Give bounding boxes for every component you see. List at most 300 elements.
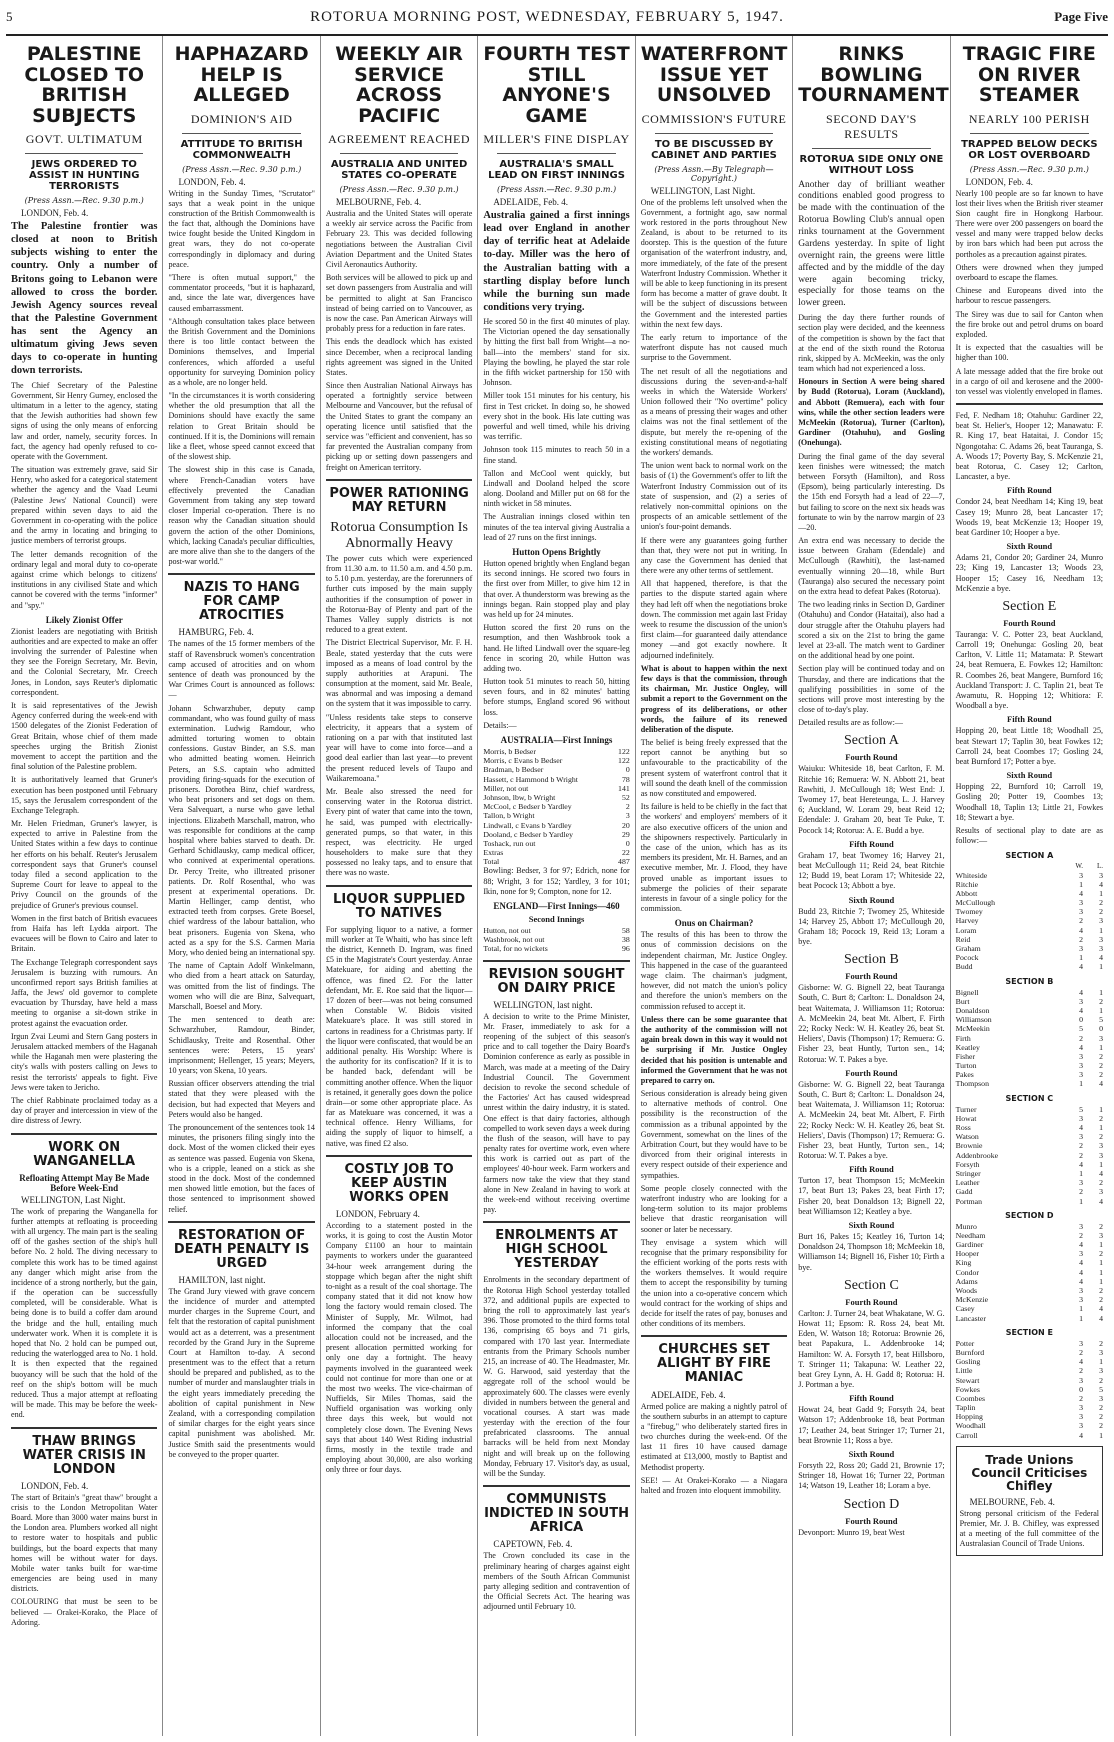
scorecard-row <box>483 784 629 793</box>
scorecard-total <box>483 944 629 953</box>
wins: 3 <box>1079 907 1084 917</box>
standings-row <box>956 997 1103 1006</box>
losses: 2 <box>1099 1132 1104 1142</box>
wins: 3 <box>1079 944 1084 954</box>
article-paragraph: Details:— <box>483 720 517 730</box>
article-paragraph: He scored 50 in the first 40 minutes of play. The Victorian opened the day sensationally by hitting the first ball from Wright—a no-ball—into the members' stand for six. Playing the bowling, he played the star role in the fifth wicket partnership for 150 with Johnson. <box>483 317 630 388</box>
article-headline: NAZIS TO HANG FOR CAMP ATROCITIES <box>183 580 300 624</box>
wins: 4 <box>1079 1159 1084 1169</box>
wins: 3 <box>1079 1113 1084 1123</box>
article-paragraph: Others were drowned when they jumped overboard to escape the flames. <box>955 262 1104 283</box>
article-paragraph: The Exchange Telegraph correspondent says Jerusalem is buzzing with rumours. An unconfirmed report says British families at Jaffa, the Jews' old governor to complete evacuation by Thursday, have held a mass meeting to organise a sit-down strike in protest against the evacuation order. <box>11 957 158 1028</box>
standings-row <box>956 1178 1103 1187</box>
section-heading: Section D <box>843 1496 900 1512</box>
losses: 2 <box>1099 1061 1104 1071</box>
rink-skip: McMeekin <box>955 1024 990 1034</box>
standings-row <box>956 1169 1103 1178</box>
losses: 2 <box>1099 1221 1104 1231</box>
runs: 122 <box>618 756 630 766</box>
results-paragraph: Adams 21, Condor 20; Gardiner 24, Munro 23; King 19, Lancaster 13; Woods 23, Hooper 15; Casey 16, Needham 13; McKenzie a bye. <box>955 553 1104 593</box>
article-paragraph: The slowest ship in this case is Canada, where French-Canadian voters have effectively prevented the Canadian Government from taking any step toward closer Imperial co-operation. There is no reason why the Canadian situation should govern the action of the other Dominions, which, lacking Canada's peculiar difficulties, are more alive than she to the dangers of the post-war world." <box>168 465 315 567</box>
article-headline: THAW BRINGS WATER CRISIS IN LONDON <box>22 1433 146 1477</box>
losses: 3 <box>1099 1150 1104 1160</box>
article-paragraph: The power cuts which were experienced from 11.30 a.m. to 11.50 a.m. and 4.50 p.m. to 5.10 p.m. yesterday, are the forerunners of further cuts imposed by the main supply authorities if the consumption of power in the Rotorua-Bay of Plenty and part of the Thames Valley supply districts is not reduced to a great extent. <box>325 553 473 635</box>
article-paragraph: The early return to importance of the waterfront dispute has not caused much surprise to the Government. <box>640 332 788 363</box>
results-paragraph: Hopping 22, Burnford 10; Carroll 19, Gosling 20; Potter 19, Coombes 13; Woodhall 18, Taplin 13; Little 21, Fowkes 18; Stewart a bye. <box>955 782 1104 822</box>
standings-row <box>956 1079 1103 1088</box>
dateline: WELLINGTON, Last Night. <box>650 185 756 196</box>
article-paragraph: An extra end was necessary to decide the issue between Graham (Edendale) and McCullough (Rawhiti), the last-named eventually winning 20—18, while Burt (Tauranga) also secured the necessary point on the extra head to defeat Pakes (Rotorua). <box>798 536 945 597</box>
rink-skip: Williamson <box>955 1015 992 1025</box>
divider <box>483 960 629 962</box>
article-headline: WATERFRONT ISSUE YET UNSOLVED <box>640 43 788 107</box>
standings-row <box>956 916 1103 925</box>
divider <box>641 1335 787 1337</box>
results-paragraph: Forsyth 22, Ross 20; Gadd 21, Brownie 17; Stringer 18, Howat 16; Turner 22, Portman 14; Watson 19, Leather 18; Loram a bye. <box>798 1461 945 1491</box>
article-paragraph: Australia and the United States will operate a weekly air service across the Pacific from February 23. This was decided following negotiations between the Australian Civil Aviation Department and the United States Civil Aeronautics Authority. <box>325 209 473 269</box>
standings-row <box>956 889 1103 898</box>
scorecard-title: AUSTRALIA—First Innings <box>500 735 613 745</box>
wins: 3 <box>1079 996 1084 1006</box>
rink-skip: Thompson <box>955 1079 989 1089</box>
standings-row <box>956 1151 1103 1160</box>
rink-skip: Reid <box>955 934 971 944</box>
article-deck: AGREEMENT REACHED <box>328 132 471 147</box>
rink-skip: Woodhall <box>955 1421 986 1431</box>
losses: 1 <box>1099 1005 1104 1015</box>
standings-row <box>956 935 1103 944</box>
standings-row <box>956 1286 1103 1295</box>
runs: 20 <box>621 820 630 830</box>
rink-skip: Turton <box>955 1061 977 1071</box>
wins: 4 <box>1079 1276 1084 1286</box>
article-paragraph: The chief Rabbinate proclaimed today as a day of prayer and intercession in view of the dire distress of Jewry. <box>11 1095 158 1126</box>
article-paragraph: Armed police are making a nightly patrol of the southern suburbs in an attempt to capture a "firebug," who deliberately started fires in two churches during the week-end. Of the last 11 fires 10 have caused damage estimated at £13,000, mostly to Baptist and Methodist property. <box>640 1401 788 1472</box>
standings-section <box>956 1105 1103 1206</box>
dateline: WELLINGTON, Last Night. <box>21 1194 126 1205</box>
article-deck: NEARLY 100 PERISH <box>968 111 1090 126</box>
losses: 3 <box>1099 1033 1104 1043</box>
rink-skip: Gardiner <box>955 1240 984 1250</box>
standings-row <box>956 1034 1103 1043</box>
wins: 3 <box>1079 1178 1084 1188</box>
losses: 3 <box>1099 870 1104 880</box>
runs: 0 <box>625 838 630 848</box>
wins: 3 <box>1079 898 1084 908</box>
column-2 <box>163 36 320 1736</box>
dateline: ADELAIDE, Feb. 4. <box>650 1389 726 1400</box>
divider <box>11 1133 157 1135</box>
article-paragraph: "Unless residents take steps to conserve electricity, it appears that a system of rationing on a par with that instituted last year will have to come into force—and a good deal earlier than last year—to prevent the present reduced levels of Taupo and Waikaremoana." <box>325 712 473 783</box>
divider <box>25 153 143 154</box>
total-value: 487 <box>618 857 630 867</box>
article-paragraph: One of the problems left unsolved when the Government, a fortnight ago, saw normal work restored in the ports throughout New Zealand, is about to be returned to its doorstep. This is the question of the future organisation of the waterfront industry, and, more immediately, of the fate of the present Waterfront Industry Commission. Whether it will be able to keep functioning in its present form has become a matter of grave doubt. It will be the subject of discussions between the Government and the interested parties within the next few days. <box>640 197 788 329</box>
article-subhead: TO BE DISCUSSED BY CABINET AND PARTIES <box>651 138 777 161</box>
dateline: LONDON, February 4. <box>335 1208 420 1219</box>
batsman-name: Morris, b Bedser <box>483 747 536 756</box>
article-paragraph: Unless there can be some guarantee that the authority of the commission will not again break down in this way it would not be surprising if Mr. Justice Ongley decided that his position is untenable and informed the Government that he was not prepared to carry on. <box>640 1014 788 1085</box>
scorecard-row <box>483 839 629 848</box>
runs: 141 <box>618 783 630 793</box>
divider <box>970 133 1089 134</box>
article-paragraph: The Chief Secretary of the Palestine Government, Sir Henry Gurney, enclosed the ultimatum in a letter to the agency, stating that the Jewish authorities had shown few signs of using the only means of enforcing law and order, namely, security forces. In fact, the agency had openly refused to co-operate with the Government. <box>11 380 158 461</box>
runs: 0 <box>625 765 630 775</box>
losses: 1 <box>1099 888 1104 898</box>
results-paragraph: Waiuku: Whiteside 18, beat Carlton, F. M. Ritchie 16; Remuera: W. N. Abbott 21, beat Rawhiti, J. McCullough 18; West End: J. Twomey 17, beat Hereteunga, L. J. Harvey 6; Auckland, W. Loram 29, beat Reid 12; Edendale: J. Graham 20, beat Te Puke, T. Pocock 14; Rotorua: A. E. Budd a bye. <box>798 764 945 835</box>
wins: 4 <box>1079 1267 1084 1277</box>
round-heading: Fifth Round <box>849 1393 894 1404</box>
rink-skip: Coombes <box>955 1393 986 1403</box>
rink-skip: Condor <box>955 1267 980 1277</box>
article-paragraph: Writing in the Sunday Times, "Scrutator" says that a weak point in the unique construction of the British Commonwealth is the fact that, although the Dominions have twice fought beside the United Kingdom in great wars, they do not co-operate correspondingly in diplomacy and during peace. <box>168 188 315 269</box>
article-paragraph: Tallon and McCool went quickly, but Lindwall and Dooland helped the score along. Dooland and Miller put on 68 for the ninth wicket in 58 minutes. <box>483 468 630 509</box>
section-heading: Section A <box>843 733 899 749</box>
batsman-name: Johnson, lbw, b Wright <box>483 792 556 802</box>
wins: 3 <box>1079 1132 1084 1142</box>
wins: 3 <box>1079 1286 1084 1296</box>
scorecard-row <box>483 775 629 784</box>
total-label: Total, for no wickets <box>483 944 548 954</box>
rink-skip: Keatley <box>955 1042 980 1052</box>
wins: 2 <box>1079 1393 1084 1403</box>
rink-skip: Howat <box>955 1113 977 1123</box>
standings-row <box>956 1431 1103 1440</box>
batsman-name: Toshack, run out <box>483 838 536 848</box>
divider <box>182 133 300 134</box>
dateline: WELLINGTON, last night. <box>493 999 593 1010</box>
wins: 1 <box>1079 1304 1084 1314</box>
losses: 3 <box>1099 1347 1104 1357</box>
losses: 1 <box>1099 1240 1104 1250</box>
standings-row <box>956 1412 1103 1421</box>
losses: 2 <box>1099 1286 1104 1296</box>
article-headline: Trade Unions Council Criticises Chifley <box>971 1452 1088 1493</box>
rink-skip: Forsyth <box>955 1159 980 1169</box>
article-lead: Australia gained a first innings lead over England in another day of terrific heat at Adelaide to-day. Miller was the hero of the Australian batting with a startling display before lunch while the burning sun made conditions very trying. <box>483 210 630 313</box>
batsman-name: Morris, c Evans b Bedser <box>483 756 563 766</box>
standings-section-title: SECTION C <box>1005 1093 1054 1103</box>
article-paragraph: The belief is being freely expressed that the report cannot be anything but so unfavourable to the practicability of the present system of waterfront control that it will sound the death knell of the commission as now constituted and empowered. <box>640 738 788 799</box>
wins-header: W. <box>1075 862 1084 871</box>
results-paragraph: Graham 17, beat Twomey 16; Harvey 21, beat McCullough 11; Reid 24, beat Ritchie 12; Budd 19, beat Loram 17; Whiteside 22, beat Pocock 13; Abbott a bye. <box>798 850 945 891</box>
losses: 4 <box>1099 1079 1104 1089</box>
total-value: 96 <box>621 944 630 954</box>
results-paragraph: Devonport: Munro 19, beat West <box>798 1527 905 1537</box>
losses: 2 <box>1099 907 1104 917</box>
article-paragraph: According to a statement posted in the works, it is going to cost the Austin Motor Company £1100 an hour to maintain payments to workers under the guaranteed 34-hour week arrangement during the stoppage which began after the night shift to-night as a result of the coal shortage. The company stated that it did not know how long the factory would remain closed. The Minister of Supply, Mr. Wilmot, had informed the company that the coal allocation could not be increased, and the present allocation permitted working for only one day a fortnight. The heavy payments involved in the guaranteed week could not continue for more than one or at the most two weeks. The vice-chairman of Nuffields, Sir Miles Thomas, said the Nuffield organisation was working only three days this week, but would not completely close down. The Evening News says that about 140 West Riding industrial firms, mostly in the textile trade and employing about 30,000, are also working only three or four days. <box>325 1220 473 1475</box>
article-paragraph: The letter demands recognition of the ordinary legal and moral duty to co-operate against crime which belongs to citizens' institutions in any civilised State and which cannot be covered with the terms "informer" and "spy." <box>11 549 158 610</box>
article-paragraph: Since then Australian National Airways has operated a fortnightly service between Melbourne and Vancouver, but the refusal of the United States to grant the company an operating licence until satisfied that the service was "efficient and convenient, has so far prevented the Australian company from picking up or setting down passengers and freight on American territory. <box>325 381 473 472</box>
losses: 4 <box>1099 1196 1104 1206</box>
wins: 3 <box>1079 1061 1084 1071</box>
round-heading: Fifth Round <box>849 1164 894 1175</box>
article-deck: DOMINION'S AID <box>190 111 293 126</box>
batsman-name: Miller, not out <box>483 783 529 793</box>
rink-skip: Loram <box>955 925 977 935</box>
rink-skip: Portman <box>955 1196 983 1206</box>
standings-row <box>956 1249 1103 1258</box>
round-heading: Fourth Round <box>1003 617 1056 628</box>
standings-row <box>956 1015 1103 1024</box>
rink-skip: Budd <box>955 962 973 972</box>
losses: 2 <box>1099 1178 1104 1188</box>
losses: 2 <box>1099 1113 1104 1123</box>
article-paragraph: It is expected that the casualties will be higher than 100. <box>955 343 1104 363</box>
scorecard-total <box>483 857 629 866</box>
runs: 52 <box>621 792 630 802</box>
article-paragraph: The two leading rinks in Section D, Gardiner (Otahuhu) and Condor (Hataitai), also had a dour struggle after the Otahuhu players had scored a six on the 21st to bring the game level at 23-all. The match went to Gardiner on the additional head by one point. <box>798 600 945 661</box>
results-paragraph: Hopping 20, beat Little 18; Woodhall 25, beat Stewart 17; Taplin 30, beat Fowkes 12; Carroll 24, beat Coombes 17; Gosling 24, beat Burnford 17; Potter a bye. <box>955 726 1104 766</box>
rink-skip: Hopping <box>955 1412 983 1422</box>
article-paragraph: Some people closely connected with the waterfront industry who are looking for a long-term solution to its major problems believe that drastic reorganisation will sooner or later be necessary. <box>640 1183 788 1234</box>
losses: 2 <box>1099 898 1104 908</box>
batsman-name: Tallon, b Wright <box>483 811 535 821</box>
wins: 2 <box>1079 1187 1084 1197</box>
losses: 3 <box>1099 1366 1104 1376</box>
standings-section-title: SECTION D <box>1005 1210 1054 1220</box>
press-credit: (Press Assn.—Rec. 9.30 p.m.) <box>496 185 617 195</box>
standings-row <box>956 953 1103 962</box>
article-subhead: AUSTRALIA AND UNITED STATES CO-OPERATE <box>330 159 468 182</box>
page-number: 5 <box>6 9 13 24</box>
standings-table <box>956 851 1103 1440</box>
article-subhead: TRAPPED BELOW DECKS OR LOST OVERBOARD <box>961 138 1098 161</box>
column-3 <box>321 36 478 1736</box>
article-headline: FOURTH TEST STILL ANYONE'S GAME <box>483 43 630 127</box>
columns <box>6 36 1108 1736</box>
article-paragraph: A late message added that the fire broke out in a cargo of oil and kerosene and the 2000-ton vessel was violently enveloped in flames. <box>955 366 1104 396</box>
rink-skip: Gosling <box>955 1357 981 1367</box>
wins: 3 <box>1079 1070 1084 1080</box>
article-paragraph: The start of Britain's "great thaw" brought a crisis to the London Metropolitan Water Board. More than 3000 water mains burst in the London area. Plumbers worked all night to restore water to hospitals and public buildings, but the board expects that many homes will be without water for days. Mobile water tanks built for war-time emergencies are being used in many districts. <box>11 1492 158 1594</box>
article-headline: ENROLMENTS AT HIGH SCHOOL YESTERDAY <box>495 1228 618 1272</box>
rink-skip: Bignell <box>955 987 979 997</box>
press-credit: (Press Assn.—Rec. 9.30 p.m.) <box>24 196 144 206</box>
standings-row <box>956 1394 1103 1403</box>
standings-row <box>956 1314 1103 1323</box>
scorecard-row <box>483 830 629 839</box>
standings-row <box>956 944 1103 953</box>
wins: 1 <box>1079 1313 1084 1323</box>
losses-header: L. <box>1097 862 1104 871</box>
article-paragraph: Women in the first batch of British evacuees from Haifa has left Lydda airport. The evacuees will be flown to Cairo and later to Britain. <box>11 913 158 954</box>
article-paragraph: The names of the 15 former members of the staff of Ravensbruck women's concentration camp accused of atrocities and on whom sentence of death was pronounced by the War Crimes Court is announced as follows:— <box>168 639 315 700</box>
wins: 4 <box>1079 1042 1084 1052</box>
standings-section-title: SECTION E <box>1005 1327 1053 1337</box>
standings-row <box>956 1258 1103 1267</box>
losses: 5 <box>1099 1384 1104 1394</box>
standings-row <box>956 1385 1103 1394</box>
rink-skip: Abbott <box>955 888 978 898</box>
wins: 3 <box>1079 1375 1084 1385</box>
standings-row <box>956 1304 1103 1313</box>
article-headline: PALESTINE CLOSED TO BRITISH SUBJECTS <box>24 43 145 127</box>
paper-title: ROTORUA MORNING POST, WEDNESDAY, FEBRUARY 5, 1947. <box>310 8 784 25</box>
article-headline: REVISION SOUGHT ON DAIRY PRICE <box>488 966 625 996</box>
round-heading: Fifth Round <box>849 838 894 849</box>
divider <box>497 153 615 154</box>
standings-row <box>956 1123 1103 1132</box>
standings-row <box>956 1339 1103 1348</box>
standings-row <box>956 1357 1103 1366</box>
dateline: ADELAIDE, Feb. 4. <box>493 197 569 208</box>
rink-skip: Woods <box>955 1286 978 1296</box>
article-paragraph: Zionist leaders are negotiating with British authorities and are expected to make an offer involving the surrender of Palestine when they see the Foreign Secretary, Mr. Bevin, and the Colonial Secretary, Mr. Creech Jones, in London, says Reuter's diplomatic correspondent. <box>11 626 158 697</box>
rink-skip: Adams <box>955 1276 978 1286</box>
article-paragraph: Enrolments in the secondary department of the Rotorua High School yesterday totalled 372, and additional pupils are expected to bring the roll to approximately last year's 396. Those promoted to the third forms total 136, comprising 65 boys and 71 girls, compared with 170 last year. Intermediate entrants from the Primary Schools number 215, an increase of 40. The Headmaster, Mr. W. G. Harwood, said yesterday that the aggregate roll of the school would be approximately 600. The classes were evenly divided in numbers between the general and vocational courses. A start was made yesterday with the erection of the four prefabricated classrooms. The annual barracks will be held from next Monday night and will break up on the following Monday, February 17. Visitor's day, as usual, will be the Sunday. <box>483 1275 630 1479</box>
scorecard-row <box>483 802 629 811</box>
wins: 2 <box>1079 934 1084 944</box>
article-paragraph: The net result of all the negotiations and discussions during the seven-and-a-half weeks in which the Waterside Workers' Union followed their "No overtime" policy as a means of pressing their wages and other claims was not the final settlement of the dispute, but merely the re-opening of the existing constitutional means of negotiating the workers' demands. <box>640 366 788 458</box>
losses: 3 <box>1099 1230 1104 1240</box>
wins: 2 <box>1079 916 1084 926</box>
wins: 2 <box>1079 1230 1084 1240</box>
article-paragraph: Mr. Helen Friedman, Gruner's lawyer, is expected to arrive in Palestine from the United States within a few days to continue her efforts on his behalf. Reuter's Jerusalem correspondent says that Gruner's counsel today filed a second application to the Supreme Court for leave to appeal to the Privy Council on the grounds of the prejudice of Gruner's previous counsel. <box>11 819 158 910</box>
standings-row <box>956 1231 1103 1240</box>
round-heading: Sixth Round <box>848 894 895 905</box>
wins: 3 <box>1079 1421 1084 1431</box>
article-paragraph: Hutton took 51 minutes to reach 50, hitting seven fours, and in 82 minutes' batting before stumps, England scored 96 without loss. <box>483 677 630 717</box>
wins: 4 <box>1079 962 1084 972</box>
standings-row <box>956 1421 1103 1430</box>
batsman-name: McCool, c Bedser b Yardley <box>483 802 572 812</box>
losses: 3 <box>1099 934 1104 944</box>
rink-skip: Casey <box>955 1304 975 1314</box>
article-paragraph: Nearly 100 people are so far known to have lost their lives when the British river steamer Sion caught fire in Hongkong Harbour. There were over 200 passengers on board the vessel and many were trapped below decks by iron bars which had been put across the portholes as a precaution against pirates. <box>955 188 1104 259</box>
article-headline: LIQUOR SUPPLIED TO NATIVES <box>333 891 466 921</box>
article-headline: COSTLY JOB TO KEEP AUSTIN WORKS OPEN <box>344 1161 454 1205</box>
dateline: HAMILTON, last night. <box>178 1274 266 1285</box>
wins: 4 <box>1079 888 1084 898</box>
standings-row <box>956 1070 1103 1079</box>
wins: 4 <box>1079 1240 1084 1250</box>
rink-skip: Potter <box>955 1338 975 1348</box>
dateline: LONDON, Feb. 4. <box>21 1480 89 1491</box>
losses: 1 <box>1099 1159 1104 1169</box>
article-subhead: JEWS ORDERED TO ASSIST IN HUNTING TERRORISTS <box>28 159 140 193</box>
wins: 4 <box>1079 1430 1084 1440</box>
dateline: MELBOURNE, Feb. 4. <box>335 197 422 208</box>
standings-section-title: SECTION A <box>1005 851 1054 861</box>
wins: 2 <box>1079 1141 1084 1151</box>
article-paragraph: Johann Schwarzhuber, deputy camp commandant, who was found guilty of mass extermination. Ludwig Ramdour, who admitted torturing women to obtain confessions. Gustav Binder, an S.S. man who admitted beating women. Heinrich Peters, an S.S. captain who admitted providing firing-squads for the execution of prisoners. Dorothea Binz, chief wardress, who beat prisoners and set dogs on them. Vera Salvequart, a nurse who gave lethal injections. Elizabeth Marschall, matron, who was responsible for conditions at the camp hospital where babies starved to death. Dr. Gerhard Schidlausky, camp medical officer, who connived at experimental operations. Dr. Percy Treite, who illtreated prisoner patients. Dr. Rolf Rosenthal, who was present at experimental operations. Dr. Martin Hellinger, camp dentist, who extracted teeth from corpses. Grete Boesel, chief wardress of the labour battalion, who beat prisoners. Eugenia von Skena, who acted as a spy for the S.S. Carmen Maria Mory, who denied being an international spy. <box>168 703 315 958</box>
runs: 78 <box>621 774 630 784</box>
dateline: CAPETOWN, Feb. 4. <box>493 1539 573 1550</box>
losses: 4 <box>1099 879 1104 889</box>
standings-row <box>956 926 1103 935</box>
rink-skip: Brownie <box>955 1141 983 1151</box>
wins: 1 <box>1079 953 1084 963</box>
standings-row <box>956 1222 1103 1231</box>
losses: 1 <box>1099 962 1104 972</box>
article-paragraph: Both services will be allowed to pick up and set down passengers from Australia and will be permitted to alight at San Francisco instead of being carried on to Vancouver, as is now the case. Pan American Airways will probably press for a reduction in fare rates. <box>325 273 473 334</box>
losses: 1 <box>1099 1276 1104 1286</box>
rink-skip: Ross <box>955 1123 971 1133</box>
standings-row <box>956 907 1103 916</box>
standings-row <box>956 1043 1103 1052</box>
rink-skip: Stewart <box>955 1375 980 1385</box>
article-paragraph: Johnson took 115 minutes to reach 50 in a fine stand. <box>483 445 630 465</box>
dateline: LONDON, Feb. 4. <box>965 176 1033 187</box>
dateline: HAMBURG, Feb. 4. <box>178 627 254 638</box>
wins: 3 <box>1079 1338 1084 1348</box>
article-paragraph: Honours in Section A were being shared by Budd (Rotorua), Loram (Auckland), and Abbott (Remuera), each with four wins, while the other section leaders were McMeekin (Rotorua), Turner (Carlton), Gardiner (Otahuhu), and Gosling (Onehunga). <box>798 377 945 448</box>
divider <box>326 479 472 481</box>
column-4 <box>478 36 635 1736</box>
article-paragraph: Results of sectional play to date are as follow:— <box>955 825 1104 846</box>
standings-row <box>956 1197 1103 1206</box>
standings-row <box>956 1141 1103 1150</box>
losses: 4 <box>1099 1313 1104 1323</box>
scorecard-england <box>483 926 629 944</box>
standings-row <box>956 1114 1103 1123</box>
article-deck: GOVT. ULTIMATUM <box>25 132 143 147</box>
losses: 3 <box>1099 916 1104 926</box>
results-paragraph: Howat 24, beat Gadd 9; Forsyth 24, beat Watson 17; Addenbrooke 18, beat Portman 17; Leather 24, beat Stringer 17; Turner 21, beat Brownie 11; Ross a bye. <box>798 1405 945 1445</box>
divider <box>655 133 773 134</box>
scorecard-australia <box>483 747 629 857</box>
losses: 1 <box>1099 1104 1104 1114</box>
standings-row <box>956 898 1103 907</box>
losses: 3 <box>1099 1187 1104 1197</box>
rink-skip: Pakes <box>955 1070 974 1080</box>
standings-row <box>956 1348 1103 1357</box>
standings-row <box>956 1006 1103 1015</box>
round-heading: Sixth Round <box>1006 541 1053 552</box>
standings-section <box>956 862 1103 971</box>
losses: 2 <box>1099 1051 1104 1061</box>
article-paragraph: The situation was extremely grave, said Sir Henry, who asked for a categorical statement whether the agency and the Vaad Leumi (Palestine Jews' National Council) were prepared within seven days to aid the Government in co-operating with the police and the army in locating and bringing to justice members of terrorist groups. <box>11 465 158 546</box>
rink-skip: Addenbrooke <box>955 1150 999 1160</box>
losses: 2 <box>1099 1375 1104 1385</box>
article-paragraph: Hutton scored the first 20 runs on the resumption, and then Washbrook took a hand. He lifted Lindwall over the square-leg fence in scoring 20, while Hutton was adding two. <box>483 623 630 673</box>
article-paragraph: The District Electrical Supervisor, Mr. F. H. Beale, stated yesterday that the cuts were imposed as a means of load control by the supply authorities at Arapuni. The consumption at the moment, said Mr. Beale, was abnormal and was imposing a demand on the system that it was impossible to carry. <box>325 638 473 709</box>
rink-skip: Burt <box>955 996 970 1006</box>
rink-skip: Needham <box>955 1230 986 1240</box>
standings-row <box>956 1268 1103 1277</box>
article-paragraph: If there were any guarantees going further than that, they were not put in writing. In any case the Government has denied that there were any other terms of settlement. <box>640 535 788 576</box>
wins: 3 <box>1079 1412 1084 1422</box>
rink-skip: Hooper <box>955 1249 980 1259</box>
standings-row <box>956 1105 1103 1114</box>
losses: 2 <box>1099 1403 1104 1413</box>
batsman-name: Dooland, c Bedser b Yardley <box>483 829 573 839</box>
batsman-name: Hutton, not out <box>483 926 531 935</box>
article-paragraph: Irgun Zvai Leumi and Stern Gang posters in Jerusalem attacked members of the Haganah while the Haganah men were plastering the city's walls with posters calling on Jews to resist the terrorists' appeals to fight. Five Jews were taken to Jericho. <box>11 1031 158 1092</box>
round-heading: Sixth Round <box>1006 770 1053 781</box>
scorecard-row <box>483 811 629 820</box>
wins: 2 <box>1079 1366 1084 1376</box>
round-heading: Fifth Round <box>1007 714 1052 725</box>
standings-row <box>956 1187 1103 1196</box>
article-paragraph: The Crown concluded its case in the preliminary hearing of charges against eight members of the South African Communist party alleging sedition and contravention of the Official Secrets Act. The hearing was adjourned until February 10. <box>483 1551 630 1612</box>
scorecard-row <box>483 747 629 756</box>
divider <box>483 1485 629 1487</box>
standings-row <box>956 988 1103 997</box>
article-paragraph: "In the circumstances it is worth considering whether the old presumption that all the Dominions should have exactly the same relation to Great Britain should be continued. If it is, the Dominions will remain like a fleet, whose speed cannot exceed that of the slowest ship. <box>168 391 315 462</box>
page-label: Page Five <box>1054 9 1108 24</box>
column-1 <box>6 36 163 1736</box>
rink-skip: Munro <box>955 1221 977 1231</box>
article-paragraph: Miller took 151 minutes for his century, his first in Test cricket. In doing so, he showed every shot in the book. His late cutting was powerful and well timed, while his driving was terrific. <box>483 391 630 442</box>
article-paragraph: Its failure is held to be chiefly in the fact that the workers' and employers' members of it are also executive officers of the union and the shipowners respectively. Particularly in the case of the union, which has as its members its president, Mr. H. Barnes, and an executive member, Mr. J. Flood, they have proved unable as important issues to submerge the policies of their separate interests in favour of a single policy for the commission. <box>640 802 788 914</box>
article-deck: COMMISSION'S FUTURE <box>641 111 787 126</box>
results-paragraph: Budd 23, Ritchie 7; Twomey 25, Whiteside 14; Harvey 25, Abbott 17; McCullough 20, Graham 18; Pocock 19, Reid 13; Loram a bye. <box>798 906 945 947</box>
article-paragraph: The work of preparing the Wanganella for further attempts at refloating is proceeding with all urgency. The main part is the sealing off of the gashes section of the ship's hull before No. 2 hold. The diving necessary to complete this work has to be timed against any danger which might arise from the incidence of a strong northerly, but the gain, if the operation can be successfully completed, will be considerable. What is being done is to build a coffer dam around the bridge and the hull, entailing much underwater work. When it is complete it is hoped that No. 2 hold can be pumped out, reducing the waterlogged area to No. 1 hold. It is then expected that the regained buoyancy will be such that the hold of the reef on the ship's bottom will be much reduced. Thus a major attempt at refloating will be made. This may be before the week-end. <box>11 1206 158 1420</box>
article-paragraph: Serious consideration is already being given to alternative methods of control. One possibility is the reconstruction of the commission as a tribunal appointed by the Government, somewhat on the lines of the Arbitration Court, but they would have to be divorced from their original interests in every respect outside of their experience and sympathies. <box>640 1089 788 1180</box>
article-paragraph: Russian officer observers attending the trial stated that they were pleased with the decision, but had expected that Meyers and Peters would also be hanged. <box>168 1079 315 1119</box>
rink-skip: McKenzie <box>955 1295 989 1305</box>
